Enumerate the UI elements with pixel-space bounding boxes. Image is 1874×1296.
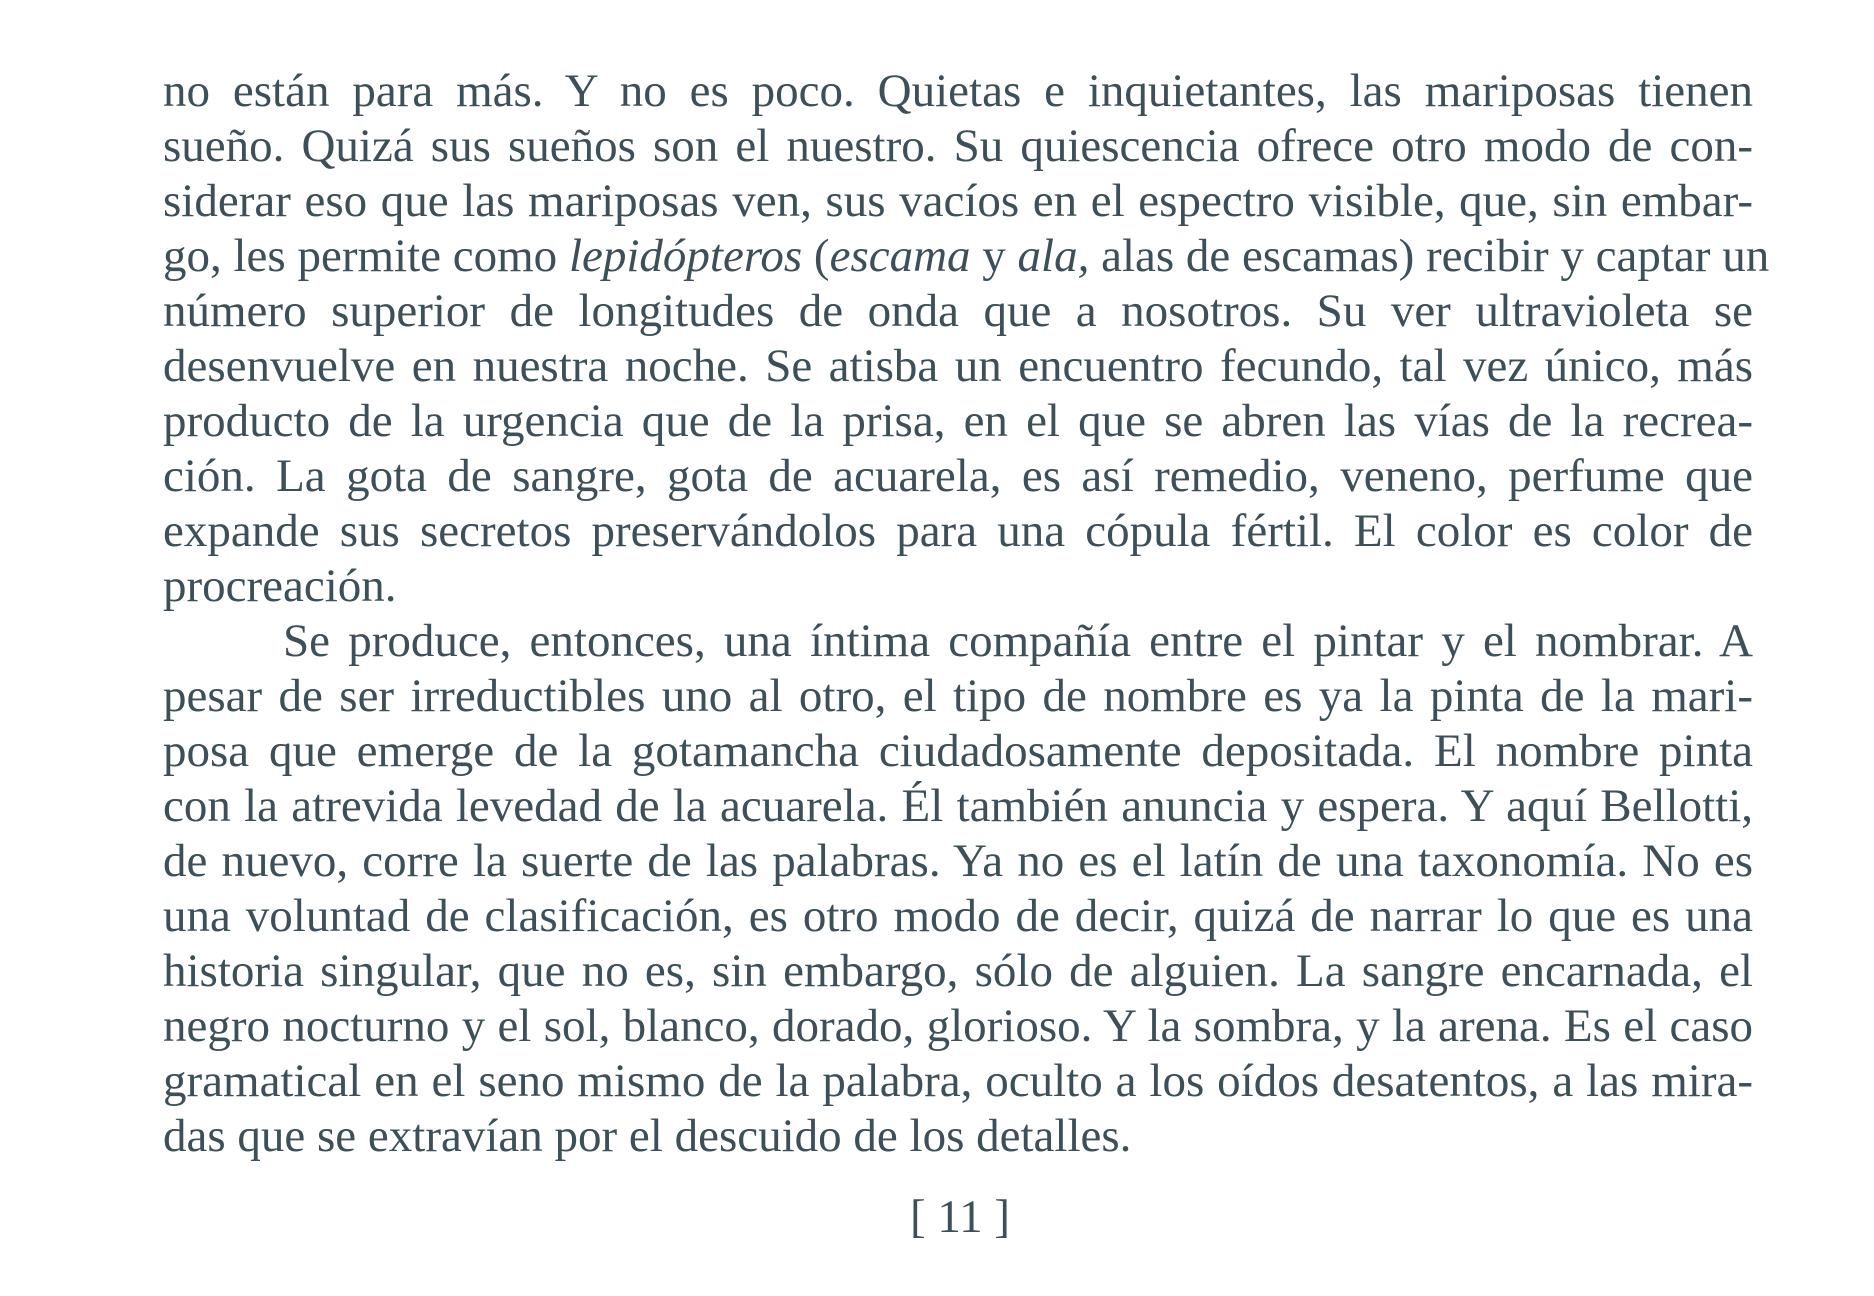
paragraph-1 [163, 64, 1770, 614]
text-run: go, les permite como [163, 230, 569, 282]
text-line: producto de la urgencia que de la prisa, en el que se abren las vías de la recrea- [163, 395, 1753, 447]
text-line: expande sus secretos preservándolos para una cópula fértil. El color es color de [163, 505, 1753, 557]
text-line: desenvuelve en nuestra noche. Se atisba un encuentro fecundo, tal vez único, más [163, 340, 1753, 392]
body-text [163, 64, 1770, 1164]
text-line: ción. La gota de sangre, gota de acuarela, es así remedio, veneno, perfume que [163, 450, 1753, 502]
text-line: con la atrevida levedad de la acuarela. Él también anuncia y espera. Y aquí Bellotti, [163, 780, 1753, 832]
text-line: das que se extravían por el descuido de los detalles. [163, 1110, 1132, 1162]
paragraph-2 [163, 614, 1753, 1164]
text-line: historia singular, que no es, sin embargo, sólo de alguien. La sangre encarnada, el [163, 945, 1753, 997]
text-line: negro nocturno y el sol, blanco, dorado, glorioso. Y la sombra, y la arena. Es el caso [163, 1000, 1753, 1052]
italic-term-ala: ala, [1017, 230, 1090, 282]
italic-term-escama: escama [829, 230, 971, 282]
text-run: y [970, 230, 1018, 282]
text-line: siderar eso que las mariposas ven, sus vacíos en el espectro visible, que, sin embar- [163, 175, 1753, 227]
text-line: posa que emerge de la gotamancha ciudadosamente depositada. El nombre pinta [163, 725, 1753, 777]
text-line: sueño. Quizá sus sueños son el nuestro. Su quiescencia ofrece otro modo de con- [163, 120, 1753, 172]
text-line: número superior de longitudes de onda que a nosotros. Su ver ultravioleta se [163, 285, 1753, 337]
text-run: ( [802, 230, 830, 282]
italic-term-lepidopteros: lepidópteros [568, 230, 803, 282]
text-line: procreación. [163, 560, 397, 612]
page-number: [ 11 ] [909, 1191, 1011, 1243]
text-line: una voluntad de clasificación, es otro modo de decir, quizá de narrar lo que es una [163, 890, 1753, 942]
text-line: Se produce, entonces, una íntima compañía entre el pintar y el nombrar. A [283, 615, 1753, 667]
text-line: de nuevo, corre la suerte de las palabras. Ya no es el latín de una taxonomía. No es [163, 835, 1753, 887]
text-run: alas de escamas) recibir y captar un [1089, 230, 1770, 282]
text-line: gramatical en el seno mismo de la palabra, oculto a los oídos desatentos, a las mira- [163, 1055, 1753, 1107]
text-line: pesar de ser irreductibles uno al otro, el tipo de nombre es ya la pinta de la mari- [163, 670, 1753, 722]
text-line: no están para más. Y no es poco. Quietas e inquietantes, las mariposas tienen [163, 65, 1753, 117]
text-line [163, 229, 1770, 284]
